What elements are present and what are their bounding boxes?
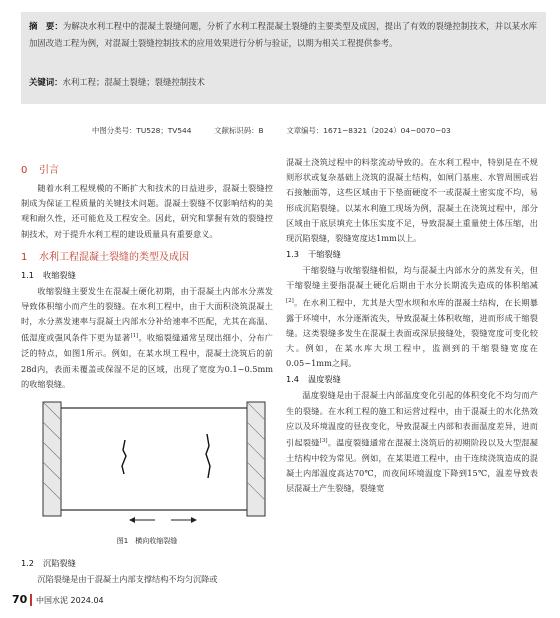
settlement-crack-paragraph: 沉陷裂缝是由于混凝土内部支撑结构不均匀沉降或 <box>37 573 218 584</box>
subsection-heading-1-3: 1.3 干缩裂缝 <box>286 249 341 260</box>
keywords-body: 水利工程；混凝土裂缝；裂缝控制技术 <box>62 77 205 87</box>
citation-2[interactable]: [2] <box>286 297 294 304</box>
crack-left <box>122 440 126 474</box>
crack-right <box>206 434 210 478</box>
journal-name: 中国水泥 2024.04 <box>36 596 104 605</box>
section-heading-intro: 0 引言 <box>21 165 59 176</box>
subsection-heading-1-1: 1.1 收缩裂缝 <box>21 269 76 280</box>
section-heading-1: 1 水利工程混凝土裂缝的类型及成因 <box>21 251 189 263</box>
dry-shrinkage-paragraph: 干缩裂缝与收缩裂缝相似，均与混凝土内部水分的蒸发有关，但干缩裂缝主要指混凝土硬化后期由于水分长期流失造成的体积缩减[2]。在水利工程中，尤其是大型水坝和水库的混凝土结构，在长期暴露于环境中，水分逐渐流失，导致混凝土体积收缩，进而形成干缩裂缝。这类裂缝多发生在混凝土表面或深层接缝处，裂缝宽度可变化较大。例如，在某水库大坝工程中，监测到的干缩裂缝宽度在0.05~1mm之间。 <box>286 265 538 369</box>
citation-1[interactable]: [1] <box>130 333 139 340</box>
article-number: 文章编号：1671−8321（2024）04−0070−03 <box>286 126 451 135</box>
shrinkage-crack-paragraph: 收缩裂缝主要发生在混凝土硬化初期，由于混凝土内部水分蒸发导致体积缩小而产生的裂缝。在水利工程中，由于大面积浇筑混凝土时，水分蒸发速率与混凝土内部水分补给速率不匹配，尤其在高温、低湿度或强风条件下更为显著[1]。收缩裂缝通常呈现出细小、分布广泛的特点，如图1所示。例如，在某水坝工程中，混凝土浇筑后的前28d内，表面未覆盖或保湿不足的区域，出现了宽度为0.1~0.5mm的收缩裂缝。 <box>21 285 273 389</box>
right-support <box>247 402 265 516</box>
left-column <box>21 163 273 587</box>
abstract-body: 为解决水利工程中的混凝土裂缝问题，分析了水利工程混凝土裂缝的主要类型及成因，提出了有效的裂缝控制技术，并以某水库加固改造工程为例，对混凝土裂缝控制技术的应用效果进行分析与验证，以期为相关工程提供参考。 <box>29 21 537 48</box>
intro-paragraph: 随着水利工程规模的不断扩大和技术的日益进步，混凝土裂缝控制成为保证工程质量的关键技术问题。混凝土裂缝不仅影响结构的美观和耐久性，还可能危及工程安全。因此，研究和掌握有效的裂缝控制技术，对于提升水利工程的建设质量具有重要意义。 <box>21 183 273 239</box>
abstract-label: 摘 要： <box>29 21 63 31</box>
temperature-crack-paragraph: 温度裂缝是由于混凝土内部温度变化引起的体积变化不均匀而产生的裂缝。在水利工程的施工和运营过程中，由于混凝土的水化热效应以及环境温度的昼夜变化，导致混凝土内部和表面温度差异，进而引起裂缝[3]。温度裂缝通常在混凝土浇筑后的初期阶段以及大型混凝土结构中较为常见。例如，在某渠道工程中，由于连续浇筑造成的混凝土内部温度高达70℃，而夜间环境温度下降到15℃，温差导致表层混凝土产生裂缝，裂缝宽 <box>286 390 538 494</box>
left-support <box>43 402 61 516</box>
abstract-text <box>29 18 537 52</box>
subsection-heading-1-2: 1.2 沉陷裂缝 <box>21 557 76 568</box>
keywords <box>29 74 205 91</box>
settlement-crack-continued: 混凝土浇筑过程中的料浆流动导致的。在水利工程中，特别是在不规则形状或复杂基础上浇筑的混凝土结构，如闸门基座、水管周围或岩石接触面等，这些区域由于下垫面硬度不一或混凝土密实度不均，易形成沉陷裂缝。以某水利施工现场为例，混凝土在浇筑过程中，部分区域由于底层填充土体压实度不足，导致混凝土重量使土体压缩，出现沉陷裂缝，裂缝宽度达1mm以上。 <box>286 157 538 244</box>
page-footer <box>0 588 560 618</box>
keywords-label: 关键词： <box>29 77 63 87</box>
footer-divider <box>30 594 32 606</box>
subsection-heading-1-4: 1.4 温度裂缝 <box>286 374 341 385</box>
right-column <box>286 155 538 497</box>
figure-1 <box>21 394 273 554</box>
citation-3[interactable]: [3] <box>319 437 328 444</box>
transverse-crack-diagram <box>21 394 273 530</box>
page-number: 70 <box>12 593 28 606</box>
classification-line <box>92 125 512 136</box>
figure-1-caption: 图1 横向收缩裂缝 <box>116 536 178 545</box>
document-code: 文献标识码：B <box>214 126 264 135</box>
abstract-box <box>21 12 546 104</box>
clc-number: 中图分类号：TU528；TV544 <box>92 126 192 135</box>
